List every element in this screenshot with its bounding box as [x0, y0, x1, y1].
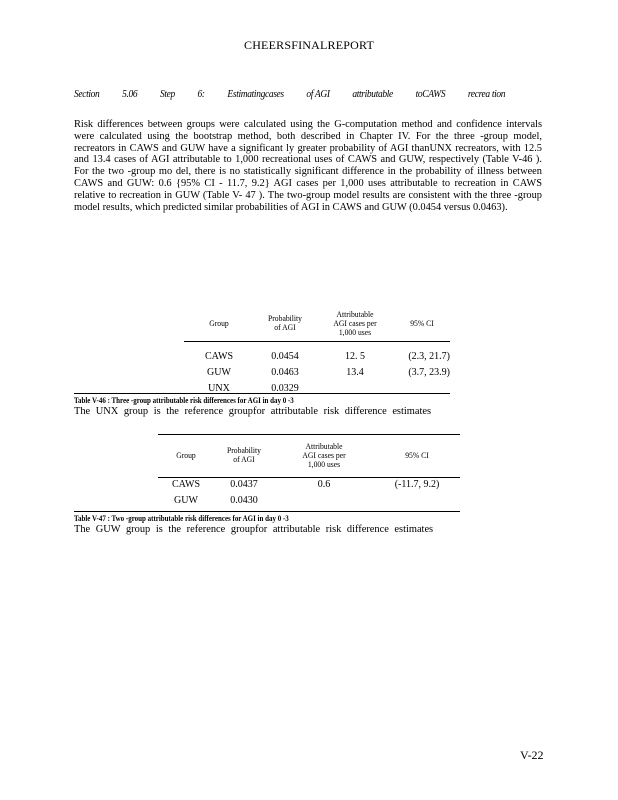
step-number: 6:: [197, 88, 205, 100]
cell-ci: (3.7, 23.9): [408, 366, 450, 378]
step-word: Step: [159, 88, 175, 100]
cell-prob: 0.0329: [271, 382, 299, 394]
heading-word: recrea tion: [467, 88, 506, 100]
cell-group: CAWS: [171, 478, 201, 490]
caption-title: Table V-46 : Three -group attributable risk differences for AGI in day 0 -3: [74, 395, 294, 405]
section-number: 5.06: [122, 88, 138, 100]
cell-prob: 0.0430: [230, 494, 258, 506]
header-probability: Probability of AGI: [226, 445, 262, 464]
section-heading: [74, 88, 506, 100]
table-row: [184, 348, 450, 364]
caption-note: The GUW group is the reference groupfor attributable risk difference estimates: [74, 524, 434, 535]
cell-ci: [374, 492, 460, 508]
table-v47-caption: [74, 512, 544, 536]
header-group: Group: [209, 317, 229, 328]
cell-group: GUW: [174, 494, 198, 506]
caption-note: The UNX group is the reference groupfor attributable risk difference estimates: [74, 406, 431, 417]
table-v46-caption: [74, 394, 544, 418]
heading-word: toCAWS: [415, 88, 446, 100]
section-word: Section: [74, 88, 100, 100]
header-attributable: Attributable AGI cases per 1,000 uses: [333, 308, 377, 337]
table-row: [158, 476, 460, 492]
header-ci: 95% CI: [405, 449, 429, 460]
header-ci: 95% CI: [410, 317, 434, 328]
page-number: V-22: [520, 748, 544, 762]
header-attributable: Attributable AGI cases per 1,000 uses: [302, 440, 346, 469]
table-row: [158, 492, 460, 508]
cell-ci: (2.3, 21.7): [408, 350, 450, 362]
caption-title: Table V-47 : Two -group attributable risk differences for AGI in day 0 -3: [74, 513, 289, 523]
page-header: CHEERSFINALREPORT: [243, 38, 375, 52]
cell-group: CAWS: [204, 350, 234, 362]
header-probability: Probability of AGI: [267, 313, 303, 332]
cell-attr: 13.4: [346, 366, 364, 378]
cell-prob: 0.0463: [271, 366, 299, 378]
table-row: [184, 364, 450, 380]
heading-word: Estimatingcases: [227, 88, 284, 100]
cell-attr: 12. 5: [345, 350, 365, 362]
header-group: Group: [176, 449, 196, 460]
cell-group: UNX: [208, 382, 230, 394]
cell-prob: 0.0437: [230, 478, 258, 490]
table-rule: [184, 341, 450, 342]
cell-prob: 0.0454: [271, 350, 299, 362]
heading-word: attributable: [352, 88, 393, 100]
cell-attr: [274, 492, 374, 508]
cell-attr: 0.6: [317, 478, 331, 490]
table-v46: [184, 298, 450, 396]
cell-ci: (-11.7, 9.2): [394, 478, 440, 490]
table-v47: [158, 434, 460, 508]
table-rule: [158, 477, 460, 478]
body-paragraph: Risk differences between groups were calculated using the G-computation method and confidence intervals were calculated using the bootstrap method, both described in Chapter IV. For the three -group model, recreators in CAWS and GUW have a significant ly greater probability of AGI thanUNX recreators, with 12.5 and 13.4 cases of AGI attributable to 1,000 recreational uses of CAWS and GUW, respectively (Table V-46 ). For the two -group mo del, there is no statistically significant difference in the probability of illness between CAWS and GUW: 0.6 {95% CI - 11.7, 9.2} AGI cases per 1,000 uses attributable to recreation in CAWS relative to recreation in GUW (Table V- 47 ). The two-group model results are consistent with the three -group model results, which predicted similar probabilities of AGI in CAWS and GUW (0.0454 versus 0.0463).: [74, 119, 542, 213]
cell-group: GUW: [207, 366, 231, 378]
heading-word: of AGI: [306, 88, 330, 100]
